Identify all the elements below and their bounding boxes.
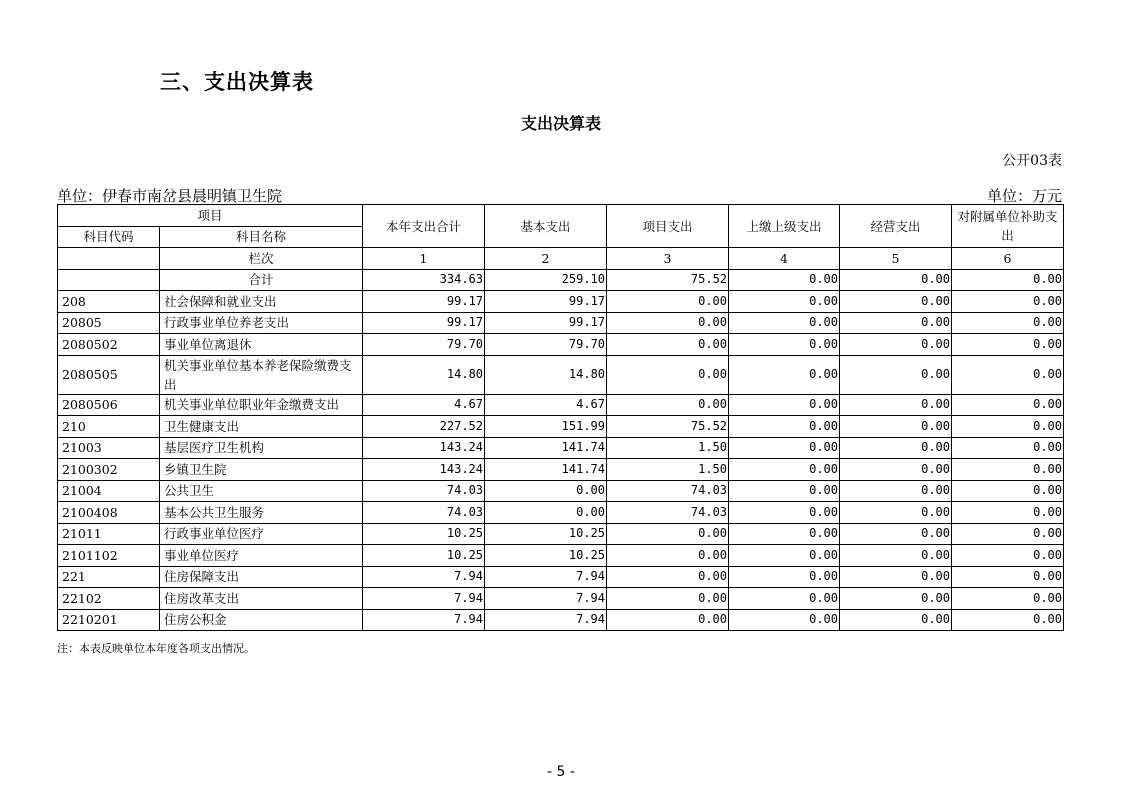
column-index-blank xyxy=(58,248,160,270)
subject-name: 事业单位离退休 xyxy=(160,334,363,356)
value-col-6: 0.00 xyxy=(952,437,1064,459)
column-index-2: 2 xyxy=(485,248,607,270)
value-col-2: 4.67 xyxy=(485,394,607,416)
header-code: 科目代码 xyxy=(58,226,160,248)
value-col-3: 0.00 xyxy=(607,545,729,567)
value-col-6: 0.00 xyxy=(952,480,1064,502)
value-col-1: 99.17 xyxy=(363,312,485,334)
value-col-4: 0.00 xyxy=(729,523,840,545)
form-code: 公开03表 xyxy=(1002,153,1062,169)
value-col-1: 74.03 xyxy=(363,480,485,502)
subject-code: 2210201 xyxy=(58,609,160,631)
value-col-6: 0.00 xyxy=(952,609,1064,631)
value-col-3: 75.52 xyxy=(607,416,729,438)
value-col-5: 0.00 xyxy=(840,523,952,545)
table-title: 支出决算表 xyxy=(520,114,601,133)
value-col-1: 74.03 xyxy=(363,502,485,524)
subject-name: 行政事业单位医疗 xyxy=(160,523,363,545)
value-col-5: 0.00 xyxy=(840,394,952,416)
subject-code: 2101102 xyxy=(58,545,160,567)
value-col-6: 0.00 xyxy=(952,566,1064,588)
column-index-6: 6 xyxy=(952,248,1064,270)
value-col-4: 0.00 xyxy=(729,334,840,356)
subject-name: 住房改革支出 xyxy=(160,588,363,610)
value-col-2: 14.80 xyxy=(485,355,607,394)
table-row xyxy=(58,502,1064,524)
value-col-6: 0.00 xyxy=(952,459,1064,481)
subject-name: 社会保障和就业支出 xyxy=(160,291,363,313)
value-col-3: 0.00 xyxy=(607,609,729,631)
subject-name: 住房保障支出 xyxy=(160,566,363,588)
value-col-2: 7.94 xyxy=(485,609,607,631)
header-col-2: 基本支出 xyxy=(485,205,607,248)
value-col-2: 7.94 xyxy=(485,566,607,588)
value-col-6: 0.00 xyxy=(952,588,1064,610)
subject-code: 2100408 xyxy=(58,502,160,524)
value-col-1: 227.52 xyxy=(363,416,485,438)
subject-name: 住房公积金 xyxy=(160,609,363,631)
header-name: 科目名称 xyxy=(160,226,363,248)
value-col-3: 0.00 xyxy=(607,566,729,588)
value-col-2: 99.17 xyxy=(485,291,607,313)
total-value-1: 334.63 xyxy=(363,269,485,291)
value-col-4: 0.00 xyxy=(729,394,840,416)
table-row xyxy=(58,312,1064,334)
value-col-6: 0.00 xyxy=(952,502,1064,524)
column-index-row xyxy=(58,248,1064,270)
table-row xyxy=(58,334,1064,356)
column-index-label: 栏次 xyxy=(160,248,363,270)
value-col-5: 0.00 xyxy=(840,502,952,524)
value-col-6: 0.00 xyxy=(952,334,1064,356)
value-col-6: 0.00 xyxy=(952,291,1064,313)
value-col-5: 0.00 xyxy=(840,437,952,459)
value-col-3: 74.03 xyxy=(607,480,729,502)
footnote: 注：本表反映单位本年度各项支出情况。 xyxy=(57,642,255,655)
subject-code: 221 xyxy=(58,566,160,588)
header-col-1: 本年支出合计 xyxy=(363,205,485,248)
value-col-3: 0.00 xyxy=(607,312,729,334)
value-col-1: 143.24 xyxy=(363,459,485,481)
value-col-3: 0.00 xyxy=(607,588,729,610)
header-col-6: 对附属单位补助支出 xyxy=(952,205,1064,248)
value-col-6: 0.00 xyxy=(952,355,1064,394)
header-row-1 xyxy=(58,205,1064,227)
value-col-4: 0.00 xyxy=(729,566,840,588)
value-col-4: 0.00 xyxy=(729,355,840,394)
value-col-4: 0.00 xyxy=(729,609,840,631)
value-col-4: 0.00 xyxy=(729,437,840,459)
total-value-5: 0.00 xyxy=(840,269,952,291)
value-col-5: 0.00 xyxy=(840,480,952,502)
value-col-1: 10.25 xyxy=(363,523,485,545)
value-col-2: 151.99 xyxy=(485,416,607,438)
table-row xyxy=(58,459,1064,481)
value-col-1: 79.70 xyxy=(363,334,485,356)
total-row xyxy=(58,269,1064,291)
subject-code: 2100302 xyxy=(58,459,160,481)
value-col-3: 74.03 xyxy=(607,502,729,524)
value-col-3: 0.00 xyxy=(607,394,729,416)
subject-name: 事业单位医疗 xyxy=(160,545,363,567)
subject-code: 208 xyxy=(58,291,160,313)
table-row xyxy=(58,291,1064,313)
value-col-2: 141.74 xyxy=(485,459,607,481)
value-col-4: 0.00 xyxy=(729,480,840,502)
value-col-5: 0.00 xyxy=(840,459,952,481)
unit-currency: 单位：万元 xyxy=(986,187,1062,205)
subject-name: 基本公共卫生服务 xyxy=(160,502,363,524)
value-col-4: 0.00 xyxy=(729,416,840,438)
subject-name: 乡镇卫生院 xyxy=(160,459,363,481)
value-col-4: 0.00 xyxy=(729,545,840,567)
table-row xyxy=(58,394,1064,416)
subject-code: 21003 xyxy=(58,437,160,459)
value-col-1: 99.17 xyxy=(363,291,485,313)
value-col-5: 0.00 xyxy=(840,312,952,334)
total-label: 合计 xyxy=(160,269,363,291)
header-col-3: 项目支出 xyxy=(607,205,729,248)
total-blank xyxy=(58,269,160,291)
subject-name: 卫生健康支出 xyxy=(160,416,363,438)
column-index-4: 4 xyxy=(729,248,840,270)
table-row xyxy=(58,523,1064,545)
table-row xyxy=(58,437,1064,459)
value-col-2: 10.25 xyxy=(485,545,607,567)
column-index-1: 1 xyxy=(363,248,485,270)
header-project: 项目 xyxy=(58,205,363,227)
header-col-4: 上缴上级支出 xyxy=(729,205,840,248)
subject-name: 机关事业单位职业年金缴费支出 xyxy=(160,394,363,416)
value-col-1: 7.94 xyxy=(363,609,485,631)
value-col-5: 0.00 xyxy=(840,566,952,588)
subject-code: 2080506 xyxy=(58,394,160,416)
total-value-3: 75.52 xyxy=(607,269,729,291)
value-col-6: 0.00 xyxy=(952,523,1064,545)
value-col-2: 7.94 xyxy=(485,588,607,610)
value-col-6: 0.00 xyxy=(952,394,1064,416)
value-col-2: 0.00 xyxy=(485,480,607,502)
value-col-2: 10.25 xyxy=(485,523,607,545)
value-col-4: 0.00 xyxy=(729,502,840,524)
value-col-3: 0.00 xyxy=(607,334,729,356)
value-col-5: 0.00 xyxy=(840,609,952,631)
table-row xyxy=(58,588,1064,610)
value-col-4: 0.00 xyxy=(729,459,840,481)
header-col-5: 经营支出 xyxy=(840,205,952,248)
value-col-5: 0.00 xyxy=(840,545,952,567)
subject-code: 22102 xyxy=(58,588,160,610)
value-col-1: 14.80 xyxy=(363,355,485,394)
total-value-2: 259.10 xyxy=(485,269,607,291)
subject-name: 公共卫生 xyxy=(160,480,363,502)
value-col-1: 7.94 xyxy=(363,588,485,610)
value-col-1: 4.67 xyxy=(363,394,485,416)
subject-code: 21011 xyxy=(58,523,160,545)
value-col-6: 0.00 xyxy=(952,416,1064,438)
column-index-3: 3 xyxy=(607,248,729,270)
subject-code: 210 xyxy=(58,416,160,438)
table-row xyxy=(58,480,1064,502)
value-col-2: 99.17 xyxy=(485,312,607,334)
value-col-1: 10.25 xyxy=(363,545,485,567)
subject-code: 2080502 xyxy=(58,334,160,356)
subject-code: 20805 xyxy=(58,312,160,334)
page-number: - 5 - xyxy=(547,764,575,780)
value-col-3: 1.50 xyxy=(607,437,729,459)
value-col-6: 0.00 xyxy=(952,312,1064,334)
value-col-1: 143.24 xyxy=(363,437,485,459)
value-col-3: 0.00 xyxy=(607,523,729,545)
value-col-5: 0.00 xyxy=(840,588,952,610)
subject-code: 2080505 xyxy=(58,355,160,394)
table-row xyxy=(58,566,1064,588)
expenditure-table xyxy=(57,204,1064,631)
value-col-5: 0.00 xyxy=(840,334,952,356)
value-col-3: 1.50 xyxy=(607,459,729,481)
subject-name: 行政事业单位养老支出 xyxy=(160,312,363,334)
table-row xyxy=(58,545,1064,567)
value-col-3: 0.00 xyxy=(607,355,729,394)
value-col-4: 0.00 xyxy=(729,312,840,334)
value-col-2: 0.00 xyxy=(485,502,607,524)
value-col-2: 141.74 xyxy=(485,437,607,459)
column-index-5: 5 xyxy=(840,248,952,270)
total-value-6: 0.00 xyxy=(952,269,1064,291)
value-col-1: 7.94 xyxy=(363,566,485,588)
table-row xyxy=(58,609,1064,631)
value-col-5: 0.00 xyxy=(840,291,952,313)
value-col-4: 0.00 xyxy=(729,291,840,313)
section-heading: 三、支出决算表 xyxy=(160,70,314,94)
table-row xyxy=(58,416,1064,438)
unit-organization: 单位：伊春市南岔县晨明镇卫生院 xyxy=(57,187,283,205)
value-col-2: 79.70 xyxy=(485,334,607,356)
value-col-5: 0.00 xyxy=(840,416,952,438)
value-col-5: 0.00 xyxy=(840,355,952,394)
subject-code: 21004 xyxy=(58,480,160,502)
value-col-4: 0.00 xyxy=(729,588,840,610)
table-row xyxy=(58,355,1064,394)
value-col-3: 0.00 xyxy=(607,291,729,313)
subject-name: 基层医疗卫生机构 xyxy=(160,437,363,459)
subject-name: 机关事业单位基本养老保险缴费支出 xyxy=(160,355,363,394)
total-value-4: 0.00 xyxy=(729,269,840,291)
value-col-6: 0.00 xyxy=(952,545,1064,567)
